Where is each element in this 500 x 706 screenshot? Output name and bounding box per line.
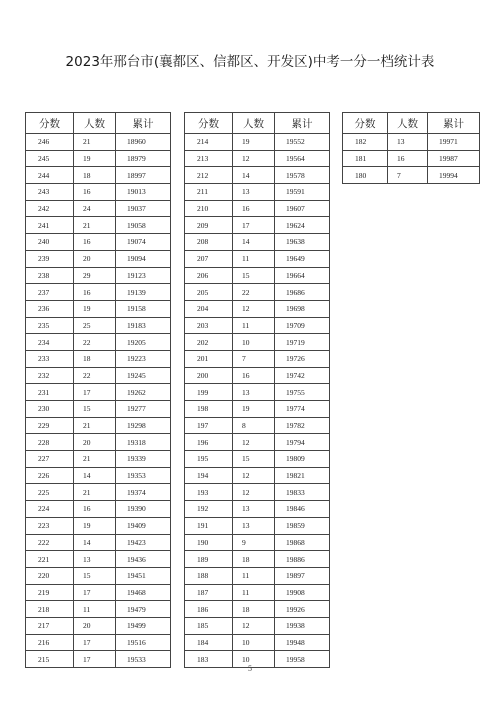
score-cell: 238	[26, 267, 74, 284]
score-cell: 200	[185, 367, 233, 384]
table-row	[185, 384, 330, 401]
count-cell: 12	[233, 434, 275, 451]
score-cell: 181	[343, 150, 388, 167]
table-row	[26, 634, 171, 651]
header-row	[185, 113, 330, 134]
count-cell: 18	[233, 601, 275, 618]
score-cell: 202	[185, 334, 233, 351]
score-cell: 198	[185, 401, 233, 418]
cumulative-cell: 18979	[116, 150, 171, 167]
score-cell: 214	[185, 134, 233, 151]
score-cell: 245	[26, 150, 74, 167]
table-row	[185, 134, 330, 151]
score-cell: 224	[26, 501, 74, 518]
count-cell: 13	[233, 384, 275, 401]
count-cell: 20	[74, 617, 116, 634]
cumulative-cell: 18960	[116, 134, 171, 151]
count-cell: 14	[74, 467, 116, 484]
cumulative-cell: 19374	[116, 484, 171, 501]
cumulative-cell: 19868	[275, 534, 330, 551]
count-cell: 22	[74, 334, 116, 351]
table-row	[185, 451, 330, 468]
count-cell: 19	[74, 300, 116, 317]
count-cell: 13	[233, 184, 275, 201]
cumulative-cell: 19409	[116, 517, 171, 534]
count-cell: 11	[233, 317, 275, 334]
table-row	[343, 134, 480, 151]
score-cell: 236	[26, 300, 74, 317]
cumulative-cell: 19958	[275, 651, 330, 668]
table-row	[185, 150, 330, 167]
score-cell: 241	[26, 217, 74, 234]
table-row	[26, 184, 171, 201]
score-cell: 191	[185, 517, 233, 534]
cumulative-cell: 19821	[275, 467, 330, 484]
table-row	[26, 567, 171, 584]
score-cell: 244	[26, 167, 74, 184]
score-cell: 234	[26, 334, 74, 351]
table-row	[185, 517, 330, 534]
table-row	[343, 150, 480, 167]
score-cell: 223	[26, 517, 74, 534]
page-title: 2023年邢台市(襄都区、信都区、开发区)中考一分一档统计表	[65, 54, 435, 70]
score-cell: 209	[185, 217, 233, 234]
table-row	[26, 551, 171, 568]
count-cell: 13	[74, 551, 116, 568]
table-row	[185, 584, 330, 601]
cumulative-cell: 19245	[116, 367, 171, 384]
count-cell: 14	[74, 534, 116, 551]
score-table-3	[342, 112, 480, 184]
score-cell: 220	[26, 567, 74, 584]
cumulative-cell: 19298	[116, 417, 171, 434]
table-row	[26, 167, 171, 184]
header-row	[26, 113, 171, 134]
score-cell: 246	[26, 134, 74, 151]
score-cell: 188	[185, 567, 233, 584]
cumulative-cell: 19774	[275, 401, 330, 418]
table-row	[26, 250, 171, 267]
cumulative-cell: 19607	[275, 200, 330, 217]
score-cell: 240	[26, 234, 74, 251]
count-cell: 11	[233, 584, 275, 601]
score-cell: 206	[185, 267, 233, 284]
score-cell: 233	[26, 350, 74, 367]
table-row	[26, 334, 171, 351]
count-cell: 21	[74, 134, 116, 151]
table-row	[185, 250, 330, 267]
score-table-1	[25, 112, 171, 668]
cumulative-cell: 19859	[275, 517, 330, 534]
cumulative-cell: 19987	[428, 150, 480, 167]
score-cell: 221	[26, 551, 74, 568]
count-cell: 17	[233, 217, 275, 234]
count-cell: 19	[74, 150, 116, 167]
score-cell: 196	[185, 434, 233, 451]
score-cell: 183	[185, 651, 233, 668]
cumulative-cell: 19318	[116, 434, 171, 451]
table-row	[26, 350, 171, 367]
table-row	[185, 534, 330, 551]
header-cumulative: 累计	[275, 113, 330, 134]
cumulative-cell: 19886	[275, 551, 330, 568]
page-number: 5	[248, 664, 252, 673]
count-cell: 12	[233, 484, 275, 501]
count-cell: 13	[233, 501, 275, 518]
count-cell: 22	[74, 367, 116, 384]
cumulative-cell: 19726	[275, 350, 330, 367]
cumulative-cell: 19277	[116, 401, 171, 418]
cumulative-cell: 19664	[275, 267, 330, 284]
cumulative-cell: 19948	[275, 634, 330, 651]
table-row	[185, 184, 330, 201]
score-cell: 194	[185, 467, 233, 484]
cumulative-cell: 19578	[275, 167, 330, 184]
table-row	[26, 451, 171, 468]
table-row	[26, 584, 171, 601]
count-cell: 17	[74, 634, 116, 651]
table-row	[26, 234, 171, 251]
score-cell: 201	[185, 350, 233, 367]
count-cell: 25	[74, 317, 116, 334]
cumulative-cell: 19742	[275, 367, 330, 384]
score-cell: 231	[26, 384, 74, 401]
table-row	[26, 217, 171, 234]
count-cell: 15	[74, 401, 116, 418]
cumulative-cell: 19533	[116, 651, 171, 668]
score-cell: 203	[185, 317, 233, 334]
cumulative-cell: 19037	[116, 200, 171, 217]
cumulative-cell: 19423	[116, 534, 171, 551]
cumulative-cell: 19516	[116, 634, 171, 651]
score-cell: 207	[185, 250, 233, 267]
cumulative-cell: 19205	[116, 334, 171, 351]
score-cell: 190	[185, 534, 233, 551]
count-cell: 17	[74, 651, 116, 668]
count-cell: 16	[74, 501, 116, 518]
count-cell: 20	[74, 434, 116, 451]
count-cell: 11	[233, 567, 275, 584]
count-cell: 10	[233, 634, 275, 651]
table-row	[185, 267, 330, 284]
score-cell: 217	[26, 617, 74, 634]
count-cell: 16	[388, 150, 428, 167]
count-cell: 15	[74, 567, 116, 584]
score-cell: 239	[26, 250, 74, 267]
header-score: 分数	[343, 113, 388, 134]
count-cell: 16	[74, 234, 116, 251]
cumulative-cell: 19908	[275, 584, 330, 601]
cumulative-cell: 19794	[275, 434, 330, 451]
cumulative-cell: 19755	[275, 384, 330, 401]
score-cell: 208	[185, 234, 233, 251]
score-cell: 237	[26, 284, 74, 301]
score-cell: 205	[185, 284, 233, 301]
score-cell: 230	[26, 401, 74, 418]
count-cell: 7	[388, 167, 428, 184]
table-row	[26, 150, 171, 167]
score-cell: 187	[185, 584, 233, 601]
count-cell: 16	[74, 284, 116, 301]
table-row	[185, 234, 330, 251]
header-count: 人数	[74, 113, 116, 134]
cumulative-cell: 19123	[116, 267, 171, 284]
cumulative-cell: 19624	[275, 217, 330, 234]
score-cell: 226	[26, 467, 74, 484]
score-cell: 195	[185, 451, 233, 468]
cumulative-cell: 19058	[116, 217, 171, 234]
header-cumulative: 累计	[428, 113, 480, 134]
count-cell: 15	[233, 267, 275, 284]
cumulative-cell: 19158	[116, 300, 171, 317]
table-row	[26, 434, 171, 451]
count-cell: 17	[74, 584, 116, 601]
table-row	[185, 300, 330, 317]
table-row	[185, 634, 330, 651]
cumulative-cell: 19719	[275, 334, 330, 351]
table-row	[26, 467, 171, 484]
table-row	[26, 200, 171, 217]
table-row	[185, 617, 330, 634]
count-cell: 12	[233, 467, 275, 484]
count-cell: 18	[74, 167, 116, 184]
score-cell: 228	[26, 434, 74, 451]
count-cell: 20	[74, 250, 116, 267]
count-cell: 29	[74, 267, 116, 284]
cumulative-cell: 19591	[275, 184, 330, 201]
cumulative-cell: 19499	[116, 617, 171, 634]
table-row	[26, 484, 171, 501]
score-cell: 180	[343, 167, 388, 184]
table-row	[185, 217, 330, 234]
count-cell: 18	[233, 551, 275, 568]
table-row	[26, 284, 171, 301]
table-row	[185, 401, 330, 418]
count-cell: 19	[233, 134, 275, 151]
table-row	[26, 134, 171, 151]
table-row	[26, 384, 171, 401]
count-cell: 14	[233, 167, 275, 184]
count-cell: 17	[74, 384, 116, 401]
table-row	[185, 417, 330, 434]
header-count: 人数	[388, 113, 428, 134]
cumulative-cell: 19649	[275, 250, 330, 267]
table-row	[185, 467, 330, 484]
score-cell: 199	[185, 384, 233, 401]
count-cell: 16	[233, 367, 275, 384]
cumulative-cell: 19436	[116, 551, 171, 568]
count-cell: 21	[74, 217, 116, 234]
score-cell: 216	[26, 634, 74, 651]
table-row	[26, 317, 171, 334]
header-count: 人数	[233, 113, 275, 134]
count-cell: 18	[74, 350, 116, 367]
count-cell: 24	[74, 200, 116, 217]
header-score: 分数	[26, 113, 74, 134]
score-cell: 225	[26, 484, 74, 501]
count-cell: 15	[233, 451, 275, 468]
cumulative-cell: 19564	[275, 150, 330, 167]
score-cell: 215	[26, 651, 74, 668]
cumulative-cell: 19262	[116, 384, 171, 401]
table-row	[185, 367, 330, 384]
cumulative-cell: 19846	[275, 501, 330, 518]
count-cell: 19	[74, 517, 116, 534]
score-cell: 185	[185, 617, 233, 634]
cumulative-cell: 19139	[116, 284, 171, 301]
score-cell: 192	[185, 501, 233, 518]
cumulative-cell: 19994	[428, 167, 480, 184]
count-cell: 9	[233, 534, 275, 551]
table-row	[185, 317, 330, 334]
cumulative-cell: 19926	[275, 601, 330, 618]
score-cell: 204	[185, 300, 233, 317]
cumulative-cell: 19451	[116, 567, 171, 584]
count-cell: 10	[233, 651, 275, 668]
cumulative-cell: 19479	[116, 601, 171, 618]
score-cell: 211	[185, 184, 233, 201]
table-row	[185, 601, 330, 618]
table-row	[185, 284, 330, 301]
count-cell: 8	[233, 417, 275, 434]
table-row	[185, 167, 330, 184]
header-score: 分数	[185, 113, 233, 134]
cumulative-cell: 19390	[116, 501, 171, 518]
table-row	[185, 334, 330, 351]
count-cell: 13	[388, 134, 428, 151]
cumulative-cell: 19638	[275, 234, 330, 251]
cumulative-cell: 19074	[116, 234, 171, 251]
table-row	[185, 434, 330, 451]
cumulative-cell: 19013	[116, 184, 171, 201]
score-cell: 182	[343, 134, 388, 151]
count-cell: 13	[233, 517, 275, 534]
count-cell: 21	[74, 417, 116, 434]
count-cell: 19	[233, 401, 275, 418]
cumulative-cell: 19782	[275, 417, 330, 434]
count-cell: 10	[233, 334, 275, 351]
count-cell: 21	[74, 484, 116, 501]
table-row	[26, 417, 171, 434]
score-cell: 186	[185, 601, 233, 618]
cumulative-cell: 18997	[116, 167, 171, 184]
cumulative-cell: 19809	[275, 451, 330, 468]
score-cell: 212	[185, 167, 233, 184]
cumulative-cell: 19833	[275, 484, 330, 501]
score-cell: 197	[185, 417, 233, 434]
score-cell: 210	[185, 200, 233, 217]
score-cell: 242	[26, 200, 74, 217]
score-cell: 189	[185, 551, 233, 568]
cumulative-cell: 19897	[275, 567, 330, 584]
table-row	[185, 567, 330, 584]
score-cell: 229	[26, 417, 74, 434]
score-cell: 213	[185, 150, 233, 167]
count-cell: 7	[233, 350, 275, 367]
count-cell: 11	[74, 601, 116, 618]
table-row	[26, 501, 171, 518]
score-cell: 219	[26, 584, 74, 601]
table-row	[185, 350, 330, 367]
cumulative-cell: 19686	[275, 284, 330, 301]
table-row	[185, 484, 330, 501]
score-cell: 184	[185, 634, 233, 651]
cumulative-cell: 19938	[275, 617, 330, 634]
count-cell: 12	[233, 617, 275, 634]
count-cell: 22	[233, 284, 275, 301]
score-cell: 218	[26, 601, 74, 618]
table-row	[343, 167, 480, 184]
score-cell: 222	[26, 534, 74, 551]
table-row	[26, 517, 171, 534]
count-cell: 12	[233, 300, 275, 317]
table-row	[26, 534, 171, 551]
cumulative-cell: 19971	[428, 134, 480, 151]
table-row	[26, 367, 171, 384]
count-cell: 12	[233, 150, 275, 167]
count-cell: 16	[74, 184, 116, 201]
cumulative-cell: 19468	[116, 584, 171, 601]
table-row	[26, 617, 171, 634]
table-row	[26, 401, 171, 418]
score-cell: 235	[26, 317, 74, 334]
score-cell: 232	[26, 367, 74, 384]
header-cumulative: 累计	[116, 113, 171, 134]
cumulative-cell: 19223	[116, 350, 171, 367]
cumulative-cell: 19339	[116, 451, 171, 468]
table-row	[26, 601, 171, 618]
score-table-2	[184, 112, 330, 668]
count-cell: 11	[233, 250, 275, 267]
count-cell: 21	[74, 451, 116, 468]
count-cell: 16	[233, 200, 275, 217]
cumulative-cell: 19183	[116, 317, 171, 334]
table-row	[185, 551, 330, 568]
score-cell: 243	[26, 184, 74, 201]
score-cell: 227	[26, 451, 74, 468]
score-cell: 193	[185, 484, 233, 501]
table-row	[185, 501, 330, 518]
table-row	[26, 300, 171, 317]
table-row	[26, 267, 171, 284]
header-row	[343, 113, 480, 134]
cumulative-cell: 19552	[275, 134, 330, 151]
cumulative-cell: 19709	[275, 317, 330, 334]
count-cell: 14	[233, 234, 275, 251]
cumulative-cell: 19698	[275, 300, 330, 317]
table-row	[185, 200, 330, 217]
cumulative-cell: 19353	[116, 467, 171, 484]
cumulative-cell: 19094	[116, 250, 171, 267]
